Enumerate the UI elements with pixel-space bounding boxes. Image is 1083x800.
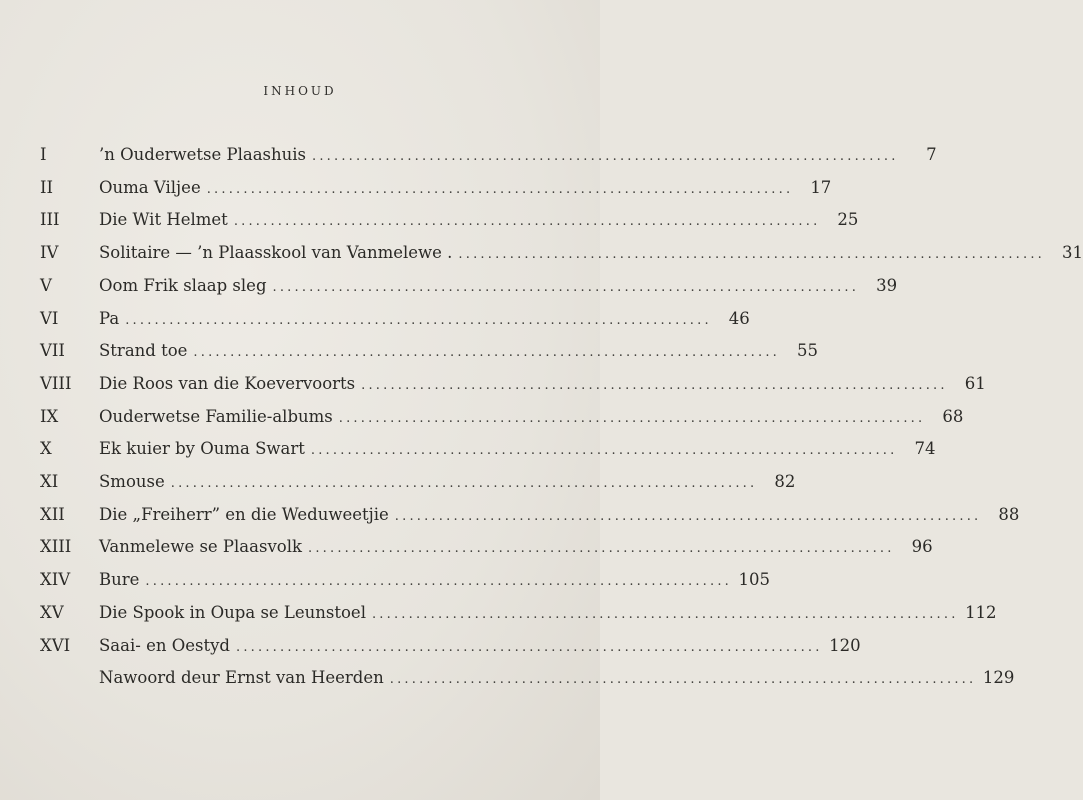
chapter-title: Die „Freiherr” en die Weduweetjie: [99, 504, 389, 524]
chapter-number: X: [40, 439, 52, 459]
chapter-number: V: [40, 275, 52, 295]
page-number: 82: [774, 472, 796, 491]
chapter-title: Strand toe: [99, 341, 188, 361]
dot-leader: ................................................................................: [272, 279, 860, 295]
toc-row: [0, 402, 964, 432]
page-number: 7: [926, 145, 937, 164]
chapter-number: I: [40, 145, 47, 164]
page-number: 39: [876, 275, 898, 295]
chapter-number: XI: [40, 472, 59, 491]
page-number: 25: [837, 210, 859, 230]
toc-row: [0, 598, 997, 628]
dot-leader: ................................................................................: [361, 377, 948, 393]
page-number: 17: [810, 177, 832, 197]
chapter-number: VII: [40, 341, 65, 361]
page-number: 74: [914, 439, 936, 459]
toc-entry: [99, 532, 933, 564]
toc-row: [0, 205, 859, 235]
toc-entry: [99, 500, 1020, 532]
toc-entry: [99, 598, 997, 630]
dot-leader: ................................................................................: [310, 443, 898, 459]
toc-entry: [99, 434, 936, 466]
chapter-number: XVI: [40, 635, 71, 655]
chapter-title: Ouderwetse Familie-albums: [99, 406, 333, 426]
toc-row: [0, 369, 986, 399]
toc-row: [0, 173, 832, 203]
toc-row: [0, 271, 898, 301]
toc-row: [0, 434, 936, 464]
dot-leader: ................................................................................: [458, 247, 1045, 263]
toc-row: [0, 663, 1015, 693]
dot-leader: ................................................................................: [233, 214, 821, 230]
page-title: INHOUD: [263, 84, 337, 98]
chapter-title: Solitaire — ’n Plaasskool van Vanmelewe .: [99, 243, 453, 263]
chapter-number: VI: [40, 308, 59, 328]
chapter-title: Pa: [99, 308, 120, 328]
page-number: 105: [738, 570, 770, 590]
toc-entry: [99, 565, 770, 597]
page-number: 120: [829, 635, 861, 655]
chapter-number: II: [40, 177, 54, 197]
toc-entry: [99, 173, 832, 205]
chapter-title: Nawoord deur Ernst van Heerden: [99, 668, 384, 688]
toc-row: [0, 238, 1083, 268]
page-number: 55: [797, 341, 819, 361]
toc-entry: [99, 631, 861, 663]
dot-leader: ................................................................................: [338, 410, 926, 426]
dot-leader: ................................................................................: [236, 639, 823, 655]
toc-row: [0, 140, 937, 170]
toc-entry: [99, 402, 964, 434]
chapter-title: Saai- en Oestyd: [99, 635, 230, 655]
page-number: 61: [964, 373, 986, 393]
chapter-number: VIII: [40, 373, 72, 393]
page-number: 129: [982, 668, 1015, 688]
dot-leader: ................................................................................: [307, 541, 895, 557]
dot-leader: ................................................................................: [170, 476, 758, 491]
toc-entry: [99, 663, 1015, 695]
toc-row: [0, 500, 1020, 530]
toc-row: [0, 565, 770, 595]
chapter-title: Die Wit Helmet: [99, 210, 228, 230]
chapter-number: XIV: [40, 570, 71, 590]
chapter-title: Die Roos van die Koevervoorts: [99, 373, 356, 393]
chapter-number: III: [40, 210, 60, 230]
toc-entry: [99, 271, 898, 303]
dot-leader: ................................................................................: [125, 312, 712, 328]
dot-leader: ................................................................................: [145, 574, 732, 590]
page-number: 31: [1062, 243, 1083, 263]
page-number: 88: [998, 504, 1020, 524]
toc-row: [0, 467, 796, 497]
chapter-number: XII: [40, 504, 65, 524]
chapter-number: XV: [40, 602, 64, 622]
chapter-title: Ouma Viljee: [99, 177, 201, 197]
dot-leader: ................................................................................: [312, 149, 899, 164]
page-number: 46: [728, 308, 750, 328]
page-number: 96: [911, 537, 933, 557]
chapter-title: Bure: [99, 570, 140, 590]
chapter-title: ’n Ouderwetse Plaashuis: [99, 145, 306, 164]
page-number: 112: [965, 602, 997, 622]
toc-entry: [99, 238, 1083, 270]
dot-leader: ................................................................................: [193, 345, 781, 361]
dot-leader: ................................................................................: [389, 672, 977, 688]
chapter-title: Ek kuier by Ouma Swart: [99, 439, 305, 459]
toc-entry: [99, 304, 750, 336]
toc-row: [0, 336, 819, 366]
dot-leader: ................................................................................: [371, 606, 959, 622]
chapter-title: Smouse: [99, 472, 165, 491]
toc-entry: [99, 467, 796, 499]
dot-leader: ................................................................................: [394, 508, 982, 524]
toc-entry: [99, 140, 937, 172]
toc-row: [0, 304, 750, 334]
toc-row: [0, 532, 933, 562]
toc-entry: [99, 205, 859, 237]
toc-entry: [99, 336, 819, 368]
dot-leader: ................................................................................: [206, 181, 794, 197]
chapter-title: Vanmelewe se Plaasvolk: [99, 537, 302, 557]
toc-row: [0, 631, 861, 661]
chapter-title: Oom Frik slaap sleg: [99, 275, 267, 295]
chapter-number: IV: [40, 243, 59, 263]
chapter-title: Die Spook in Oupa se Leunstoel: [99, 602, 366, 622]
chapter-number: IX: [40, 406, 59, 426]
chapter-number: XIII: [40, 537, 72, 557]
page-number: 68: [942, 406, 964, 426]
toc-entry: [99, 369, 986, 401]
